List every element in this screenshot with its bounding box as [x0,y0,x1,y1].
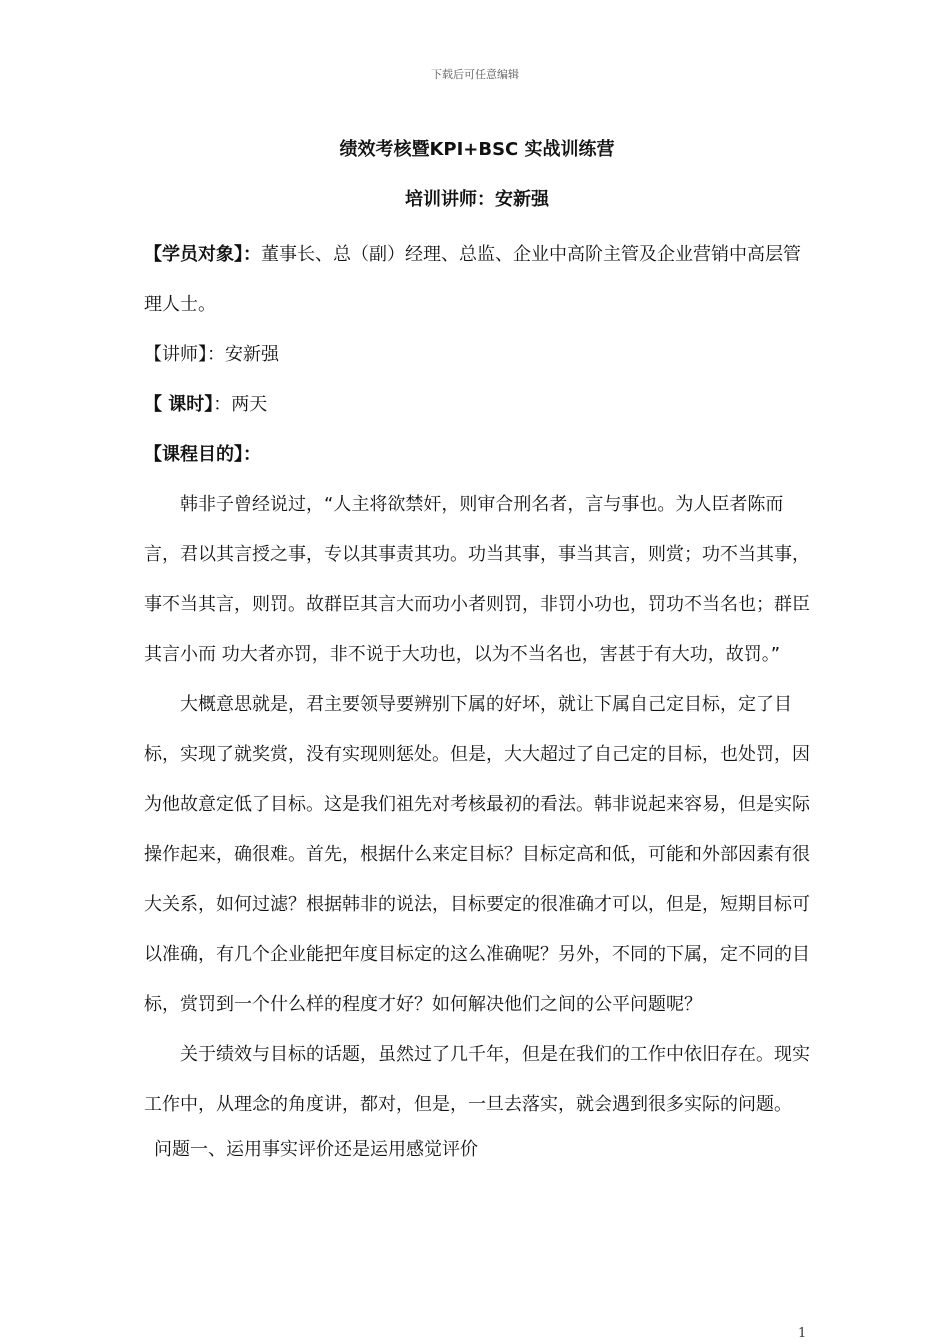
page-number: 1 [798,1326,807,1341]
duration-line [144,380,810,430]
paragraph-1: 韩非子曾经说过，“人主将欲禁奸，则审合刑名者，言与事也。为人臣者陈而言，君以其言授之事，专以其事责其功。功当其事，事当其言，则赏；功不当其事，事不当其言，则罚。故群臣其言大而功小者则罚，非罚小功也，罚功不当名也；群臣其言小而 功大者亦罚，非不说于大功也，以为不当名也，害甚于有大功，故罚。” [144,494,810,665]
document-subtitle: 培训讲师：安新强 [405,189,549,210]
duration-label: 【 课时】 [144,394,214,415]
document-title: 绩效考核暨KPI+BSC 实战训练营 [339,139,615,160]
lecturer-label: 【讲师】 [144,344,207,365]
purpose-heading [144,430,810,480]
audience-line [144,230,810,330]
document-body [144,130,810,1170]
page-header-note: 下载后可任意编辑 [431,68,519,81]
audience-label: 【学员对象】： [144,244,261,265]
duration-text: ：两天 [213,394,268,415]
audience-text: 董事长、总（副）经理、总监、企业中高阶主管及企业营销中高层管理人士。 [144,244,801,315]
paragraph-2: 大概意思就是，君主要领导要辨别下属的好坏，就让下属自己定目标，定了目标，实现了就奖赏，没有实现则惩处。但是，大大超过了自己定的目标，也处罚，因为他故意定低了目标。这是我们祖先对考核最初的看法。韩非说起来容易，但是实际操作起来，确很难。首先，根据什么来定目标？目标定高和低，可能和外部因素有很大关系，如何过滤？根据韩非的说法，目标要定的很准确才可以，但是，短期目标可以准确，有几个企业能把年度目标定的这么准确呢？另外，不同的下属，定不同的目标，赏罚到一个什么样的程度才好？如何解决他们之间的公平问题呢？ [144,694,810,1015]
paragraph-3: 关于绩效与目标的话题，虽然过了几千年，但是在我们的工作中依旧存在。现实工作中，从理念的角度讲，都对，但是，一旦去落实，就会遇到很多实际的问题。 [144,1044,810,1115]
lecturer-line [144,330,810,380]
lecturer-text: ：安新强 [207,344,279,365]
purpose-label: 【课程目的】： [144,444,261,465]
question-heading: 问题一、运用事实评价还是运用感觉评价 [154,1139,478,1160]
